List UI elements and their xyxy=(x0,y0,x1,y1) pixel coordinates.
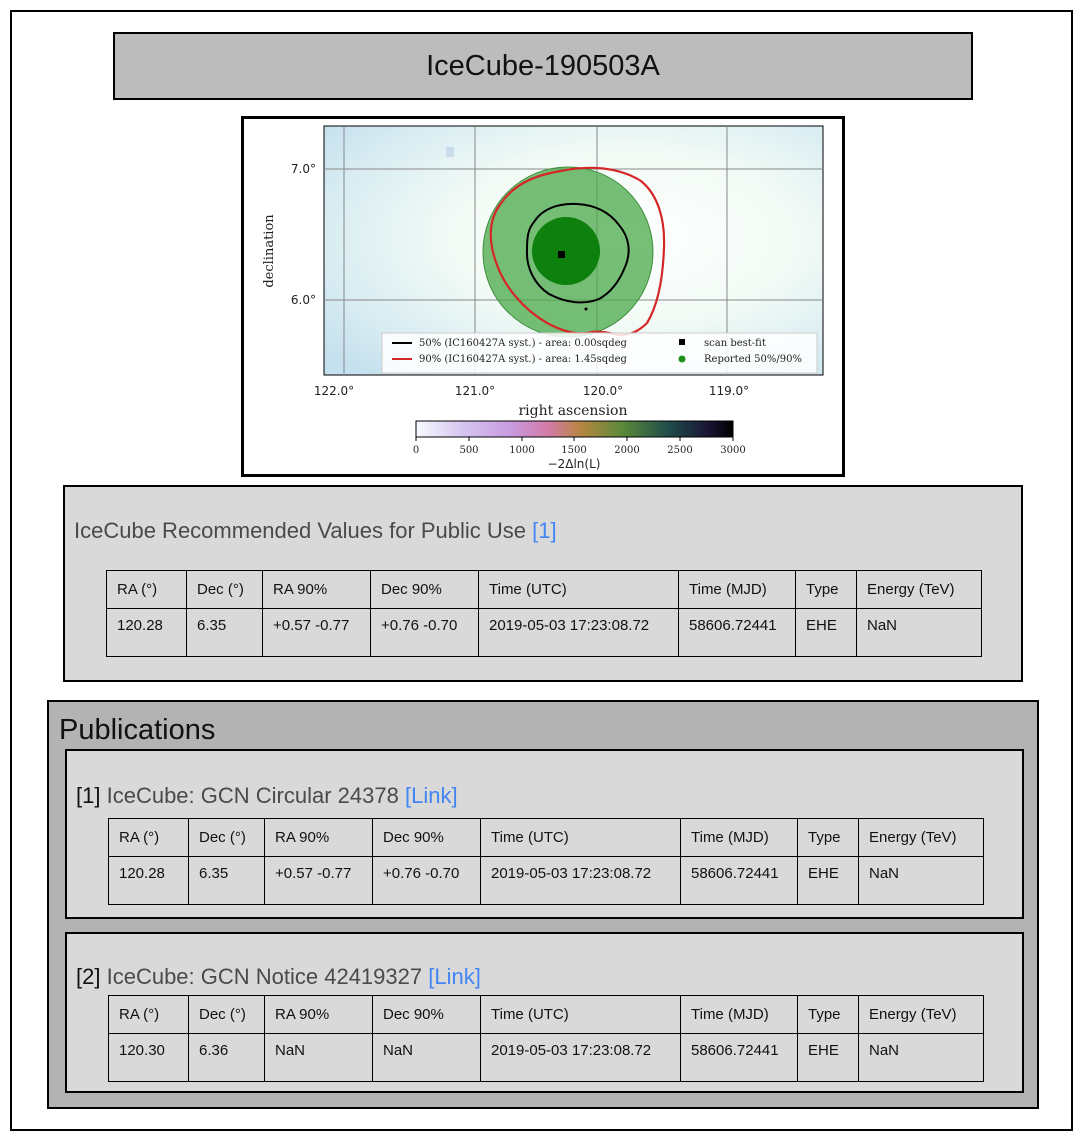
table-header-row xyxy=(109,996,984,1034)
publication-name: IceCube: GCN Circular 24378 xyxy=(106,783,399,808)
cell-energy: NaN xyxy=(859,857,984,905)
header-ra: RA (°) xyxy=(109,996,189,1034)
header-dec: Dec (°) xyxy=(187,571,263,609)
y-tick-label: 7.0° xyxy=(290,162,316,176)
header-type: Type xyxy=(796,571,857,609)
cell-dec: 6.36 xyxy=(189,1034,265,1082)
recommended-values-table xyxy=(106,570,982,657)
skymap-figure xyxy=(241,116,845,477)
header-ra90: RA 90% xyxy=(265,819,373,857)
x-tick-label: 122.0° xyxy=(313,384,355,398)
header-time-utc: Time (UTC) xyxy=(481,996,681,1034)
table-header-row xyxy=(107,571,982,609)
cell-dec90: +0.76 -0.70 xyxy=(373,857,481,905)
publications-title: Publications xyxy=(59,714,216,746)
publication-card xyxy=(65,749,1024,919)
header-type: Type xyxy=(798,996,859,1034)
cell-time-utc: 2019-05-03 17:23:08.72 xyxy=(481,1034,681,1082)
recommended-heading-text: IceCube Recommended Values for Public Use xyxy=(74,518,527,543)
publications-panel xyxy=(47,700,1039,1109)
legend-reported-label: Reported 50%/90% xyxy=(704,354,802,365)
header-time-mjd: Time (MJD) xyxy=(681,996,798,1034)
cell-dec90: +0.76 -0.70 xyxy=(371,609,479,657)
legend-bestfit-swatch xyxy=(679,339,685,345)
colorbar-tick: 0 xyxy=(412,445,420,456)
cell-type: EHE xyxy=(798,857,859,905)
y-tick-label: 6.0° xyxy=(290,293,316,307)
cell-ra: 120.28 xyxy=(107,609,187,657)
legend-reported-swatch xyxy=(679,356,686,363)
table-header-row xyxy=(109,819,984,857)
cell-dec: 6.35 xyxy=(187,609,263,657)
cell-ra90: +0.57 -0.77 xyxy=(263,609,371,657)
x-axis-title: right ascension xyxy=(518,403,628,419)
x-tick-label: 119.0° xyxy=(708,384,750,398)
publication-number: [2] xyxy=(76,964,101,989)
colorbar-tick: 2500 xyxy=(667,445,693,456)
cell-dec90: NaN xyxy=(373,1034,481,1082)
cell-type: EHE xyxy=(798,1034,859,1082)
cell-time-mjd: 58606.72441 xyxy=(681,1034,798,1082)
header-energy: Energy (TeV) xyxy=(859,996,984,1034)
header-ra: RA (°) xyxy=(107,571,187,609)
publication-name: IceCube: GCN Notice 42419327 xyxy=(106,964,423,989)
map-pixel-artifact xyxy=(446,147,454,157)
cell-ra: 120.28 xyxy=(109,857,189,905)
cell-time-utc: 2019-05-03 17:23:08.72 xyxy=(481,857,681,905)
cell-time-mjd: 58606.72441 xyxy=(679,609,796,657)
x-tick-label: 120.0° xyxy=(582,384,624,398)
header-ra: RA (°) xyxy=(109,819,189,857)
publication-card xyxy=(65,932,1024,1093)
colorbar xyxy=(416,421,733,437)
recommended-values-panel xyxy=(63,485,1023,682)
legend-50-label: 50% (IC160427A syst.) - area: 0.00sqdeg xyxy=(419,338,627,349)
cell-time-utc: 2019-05-03 17:23:08.72 xyxy=(479,609,679,657)
publication-values-table xyxy=(108,818,984,905)
header-time-mjd: Time (MJD) xyxy=(681,819,798,857)
header-dec: Dec (°) xyxy=(189,819,265,857)
cell-type: EHE xyxy=(796,609,857,657)
header-dec90: Dec 90% xyxy=(373,996,481,1034)
table-row xyxy=(109,857,984,905)
header-ra90: RA 90% xyxy=(265,996,373,1034)
colorbar-tick: 1500 xyxy=(561,445,587,456)
publication-link[interactable]: [Link] xyxy=(404,783,458,808)
colorbar-tick: 3000 xyxy=(720,445,746,456)
header-type: Type xyxy=(798,819,859,857)
header-time-utc: Time (UTC) xyxy=(481,819,681,857)
reported-center-marker xyxy=(585,308,588,311)
cell-ra90: NaN xyxy=(265,1034,373,1082)
header-ra90: RA 90% xyxy=(263,571,371,609)
x-tick-label: 121.0° xyxy=(454,384,496,398)
page-title: IceCube-190503A xyxy=(113,32,973,100)
header-time-utc: Time (UTC) xyxy=(479,571,679,609)
legend-bestfit-label: scan best-fit xyxy=(704,338,766,349)
colorbar-tick: 500 xyxy=(459,445,479,456)
scan-best-fit-marker xyxy=(558,251,565,258)
header-dec90: Dec 90% xyxy=(373,819,481,857)
header-time-mjd: Time (MJD) xyxy=(679,571,796,609)
colorbar-tick: 2000 xyxy=(614,445,640,456)
publication-number: [1] xyxy=(76,783,101,808)
recommended-heading xyxy=(74,518,557,544)
cell-energy: NaN xyxy=(859,1034,984,1082)
publication-link[interactable]: [Link] xyxy=(428,964,481,989)
header-dec: Dec (°) xyxy=(189,996,265,1034)
table-row xyxy=(109,1034,984,1082)
header-dec90: Dec 90% xyxy=(371,571,479,609)
cell-ra: 120.30 xyxy=(109,1034,189,1082)
colorbar-tick: 1000 xyxy=(509,445,535,456)
colorbar-label: −2Δln(L) xyxy=(547,457,601,471)
publication-heading xyxy=(76,783,458,809)
reported-50-circle xyxy=(532,217,600,285)
cell-dec: 6.35 xyxy=(189,857,265,905)
cell-time-mjd: 58606.72441 xyxy=(681,857,798,905)
y-axis-title: declination xyxy=(262,214,277,288)
header-energy: Energy (TeV) xyxy=(859,819,984,857)
cell-energy: NaN xyxy=(857,609,982,657)
legend-90-label: 90% (IC160427A syst.) - area: 1.45sqdeg xyxy=(419,354,627,365)
publication-heading xyxy=(76,964,481,990)
header-energy: Energy (TeV) xyxy=(857,571,982,609)
cell-ra90: +0.57 -0.77 xyxy=(265,857,373,905)
publication-values-table xyxy=(108,995,984,1082)
table-row xyxy=(107,609,982,657)
recommended-ref-link[interactable]: [1] xyxy=(532,518,557,543)
